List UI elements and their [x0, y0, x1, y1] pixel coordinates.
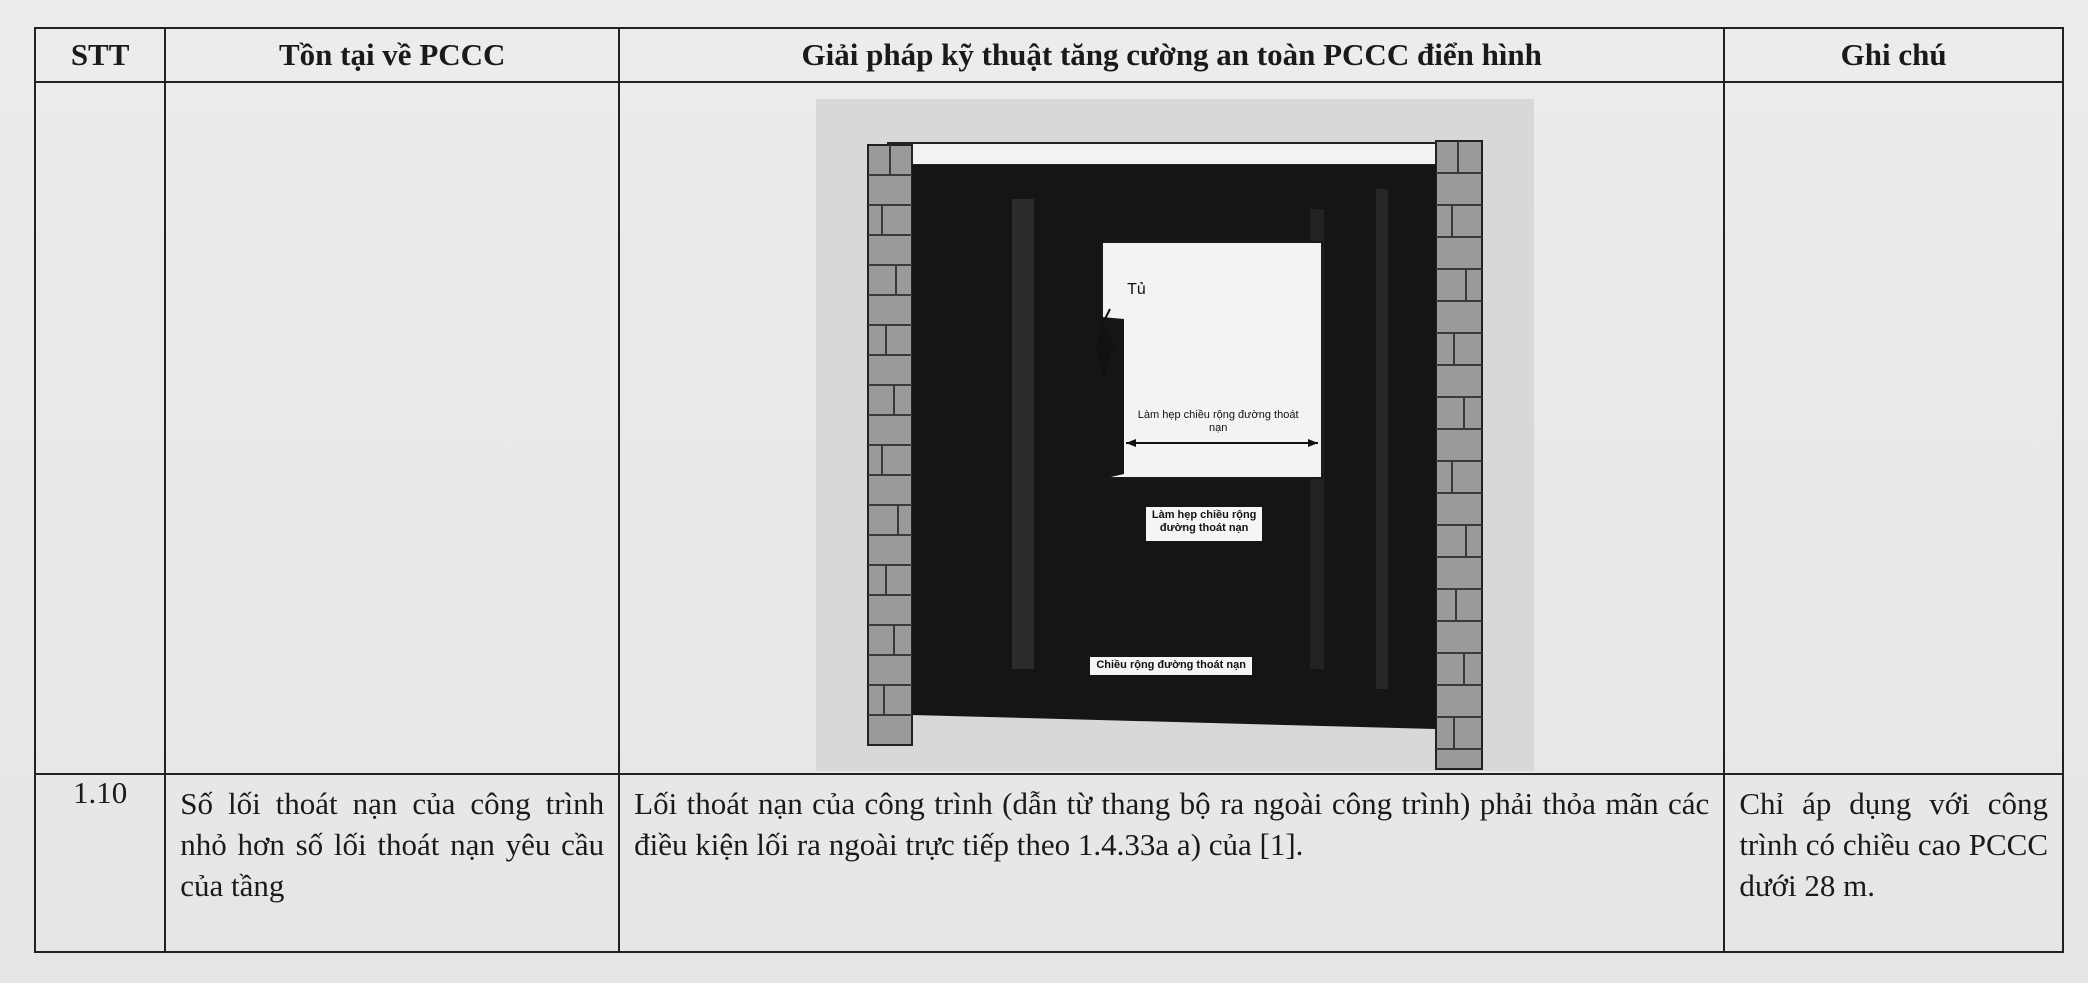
header-note: Ghi chú	[1724, 28, 2063, 82]
figure-row-solution-cell	[619, 82, 1724, 774]
narrow-label-corridor: Làm hẹp chiều rộng đường thoát nạn	[1151, 509, 1257, 534]
row-stt: 1.10	[35, 774, 165, 952]
figure-row-stt-cell	[35, 82, 165, 774]
header-solution: Giải pháp kỹ thuật tăng cường an toàn PCCC điển hình	[619, 28, 1724, 82]
row-solution: Lối thoát nạn của công trình (dẫn từ thang bộ ra ngoài công trình) phải thỏa mãn các điều kiện lối ra ngoài trực tiếp theo 1.4.33a a) của [1].	[634, 786, 1710, 862]
row-note: Chỉ áp dụng với công trình có chiều cao PCCC dưới 28 m.	[1739, 786, 2048, 903]
row-note-cell	[1724, 774, 2063, 952]
header-issue: Tồn tại về PCCC	[165, 28, 619, 82]
right-brick-wall	[1436, 141, 1482, 769]
row-solution-cell	[619, 774, 1724, 952]
figure-row-issue-cell	[165, 82, 619, 774]
narrow-label-inside: Làm hẹp chiều rộng đường thoát nạn	[1137, 409, 1299, 434]
escape-route-figure	[816, 99, 1534, 771]
pccc-solutions-table	[34, 27, 2064, 953]
header-stt: STT	[35, 28, 165, 82]
table-row	[35, 774, 2063, 952]
row-issue: Số lối thoát nạn của công trình nhỏ hơn số lối thoát nạn yêu cầu của tầng	[180, 786, 605, 903]
cabinet-label: Tủ	[1127, 281, 1146, 298]
row-issue-cell	[165, 774, 619, 952]
table-header-row	[35, 28, 2063, 82]
left-brick-wall	[868, 145, 912, 745]
table-row-figure	[35, 82, 2063, 774]
figure-row-note-cell	[1724, 82, 2063, 774]
corridor-width-label: Chiều rộng đường thoát nạn	[1096, 659, 1246, 671]
